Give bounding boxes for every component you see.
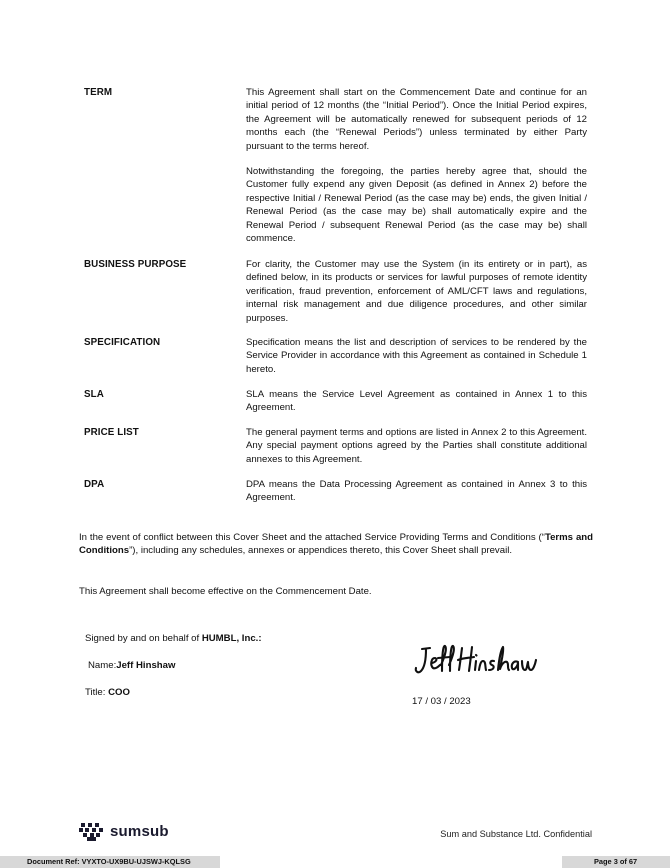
- signer-name: Jeff Hinshaw: [116, 660, 176, 671]
- document-ref: Document Ref: VYXTO-UX9BU-UJSWJ-KQLSG: [27, 857, 191, 866]
- effective-paragraph: This Agreement shall become effective on the Commencement Date.: [79, 586, 372, 597]
- signer-title-line: [85, 686, 130, 699]
- signer-name-line: [88, 659, 175, 672]
- conflict-text-start: In the event of conflict between this Cover Sheet and the attached Service Providing Terms and Conditions (“: [79, 532, 545, 543]
- conflict-text-end: ”), including any schedules, annexes or appendices thereto, this Cover Sheet shall prevail.: [129, 545, 512, 557]
- conflict-paragraph: [79, 531, 593, 558]
- confidential-notice: Sum and Substance Ltd. Confidential: [440, 829, 592, 839]
- term-label: BUSINESS PURPOSE: [84, 259, 187, 270]
- term-definition: [246, 336, 587, 376]
- signed-on-behalf: [85, 632, 262, 645]
- signed-intro: Signed by and on behalf of: [85, 633, 202, 644]
- signer-title: COO: [108, 687, 130, 698]
- term-label: PRICE LIST: [84, 427, 139, 438]
- handwritten-signature-image: [410, 640, 570, 680]
- name-label: Name:: [88, 660, 117, 671]
- term-paragraph: SLA means the Service Level Agreement as contained in Annex 1 to this Agreement.: [246, 389, 587, 414]
- company-name: HUMBL, Inc.:: [201, 633, 262, 644]
- term-definition: [246, 478, 587, 505]
- sumsub-logo-icon: [79, 822, 105, 842]
- term-definition: [246, 86, 587, 245]
- term-paragraph: DPA means the Data Processing Agreement as contained in Annex 3 to this Agreement.: [246, 479, 587, 504]
- conflict-defined-term: Terms and Conditions: [79, 532, 593, 557]
- term-paragraph: For clarity, the Customer may use the System (in its entirety or in part), as defined below, in its products or services for lawful purposes of remote identity verification, fraud prevention, enforcement of AML/CFT laws and regulations, internal risk management and due diligence procedures, and other similar purposes.: [246, 259, 587, 324]
- document-ref-bar: [0, 856, 220, 868]
- sumsub-logo: [79, 822, 179, 842]
- logo-wordmark: sumsub: [110, 823, 169, 840]
- term-label: SPECIFICATION: [84, 337, 161, 348]
- signature-date: 17 / 03 / 2023: [412, 696, 471, 707]
- term-definition: [246, 388, 587, 415]
- term-paragraph: This Agreement shall start on the Commencement Date and continue for an initial period of 12 months (the “Initial Period”). Once the Initial Period expires, the Agreement will be automatically renewed for subsequent periods of 12 months each (the “Renewal Periods”) unless terminated by either Party pursuant to the terms hereof.: [246, 87, 587, 152]
- page-number: Page 3 of 67: [594, 857, 638, 866]
- term-paragraph: The general payment terms and options are listed in Annex 2 to this Agreement. Any special payment options agreed by the Parties shall constitute additional annexes to this Agreement.: [246, 427, 587, 465]
- term-definition: [246, 426, 587, 466]
- term-label: SLA: [84, 389, 104, 400]
- term-paragraph: Specification means the list and description of services to be rendered by the Service Provider in accordance with this Agreement as contained in Schedule 1 hereto.: [246, 337, 587, 375]
- title-label: Title:: [85, 687, 109, 698]
- term-paragraph: Notwithstanding the foregoing, the parties hereby agree that, should the Customer fully expend any given Deposit (as defined in Annex 2) before the respective Initial / Renewal Period (as the case may be) ends, the given Initial / Renewal Period (as the case may be) shall automatically expire and the Renewal Period / subsequent Renewal Period (as the case may be) shall commence.: [246, 166, 587, 245]
- term-definition: [246, 258, 587, 325]
- term-label: TERM: [84, 87, 113, 98]
- term-label: DPA: [84, 479, 105, 490]
- page-number-bar: [562, 856, 670, 868]
